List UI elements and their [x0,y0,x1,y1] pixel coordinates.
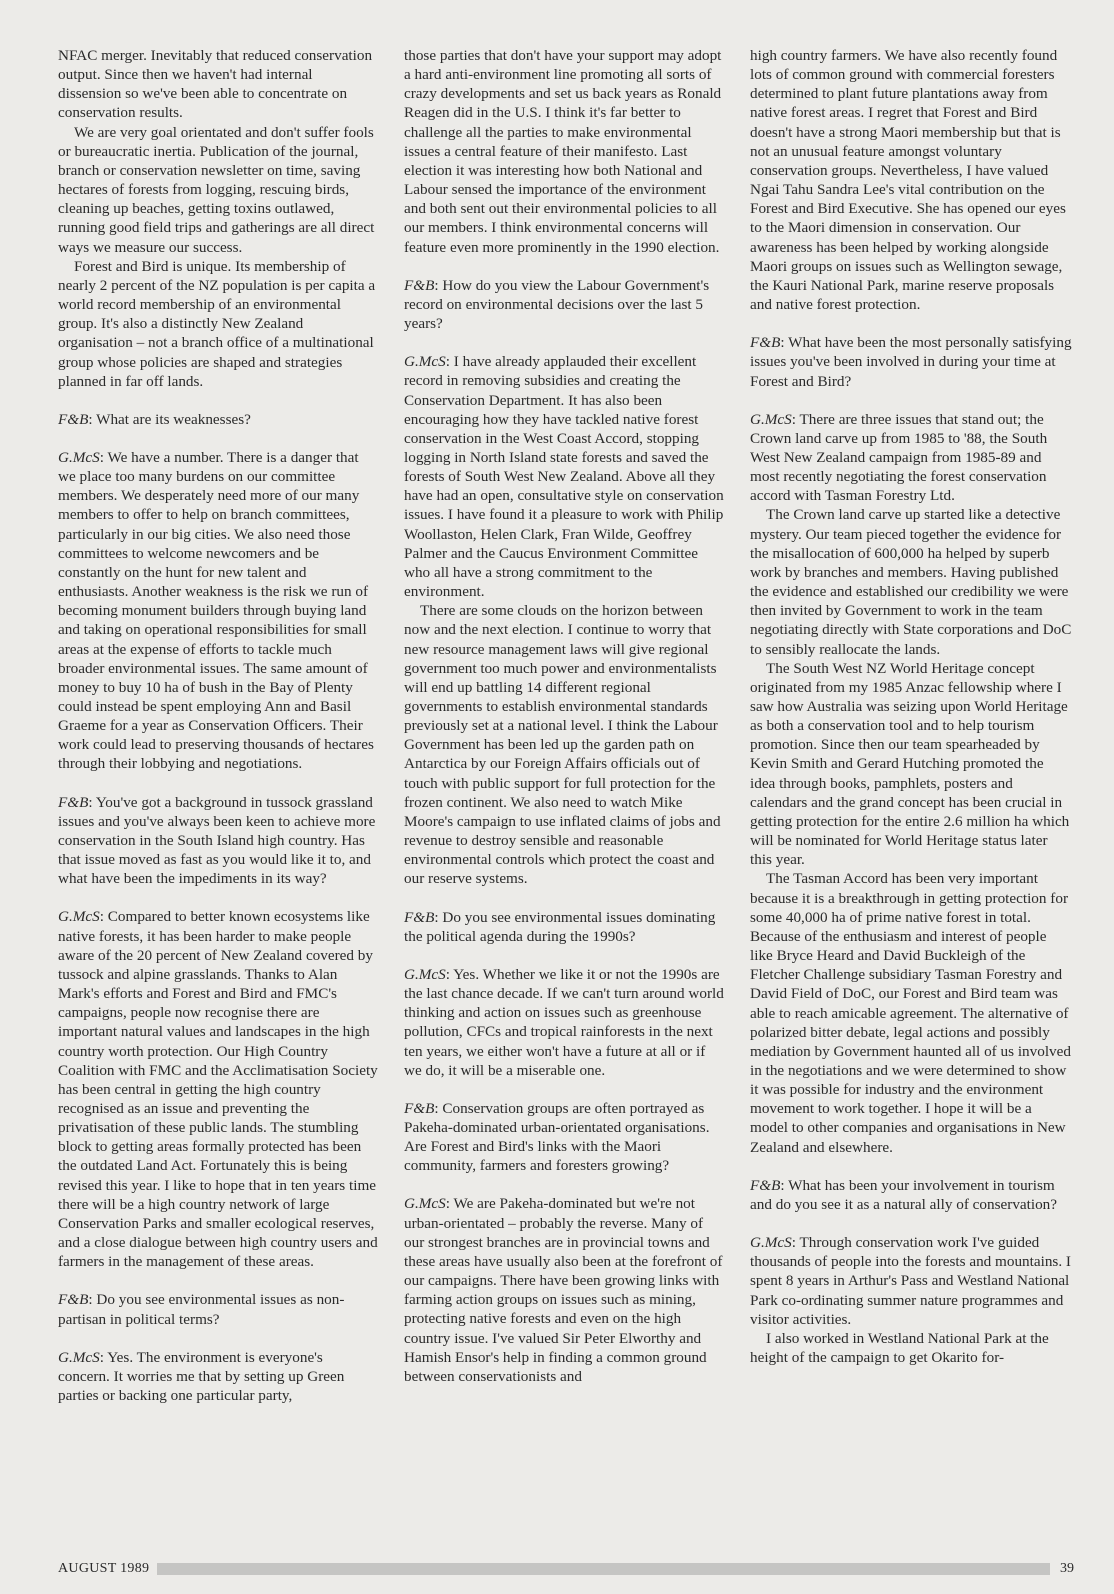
paragraph-text: : Compared to better known ecosystems like native forests, it has been harder to make people aware of the 20 percent of New Zealand covered by tussock and alpine grasslands. Thanks to Alan Mark's efforts and Forest and Bird and FMC's campaigns, people now recognise there are important natural values and landscapes in the high country worth protection. Our High Country Coalition with FMC and the Acclimatisation Society has been central in getting the high country recognised as an issue and preventing the privatisation of these public lands. The stumbling block to getting areas formally protected has been the outdated Land Act. Fortunately this is being revised this year. I like to hope that in ten years time there will be a high country network of large Conservation Parks and smaller ecological reserves, and a close dialogue between high country users and farmers in the management of these areas. [58,908,378,1271]
paragraph-text: : We are Pakeha-dominated but we're not urban-orientated – probably the reverse. Many of our strongest branches are in provincial towns and these areas have usually also been at the forefront of our campaigns. There have been growing links with farming action groups on issues such as mining, protecting native forests and even on the high country issue. I've valued Sir Peter Elworthy and Hamish Ensor's help in finding a common ground between conservationists and [404,1195,723,1385]
interview-answer [750,410,1072,506]
paragraph: NFAC merger. Inevitably that reduced conservation output. Since then we haven't had internal dissension so we've been able to concentrate on conservation results. [58,47,373,122]
interview-question [750,333,1072,390]
paragraph: We are very goal orientated and don't suffer fools or bureaucratic inertia. Publication of the journal, branch or conservation newsletter on time, saving hectares of forests from logging, rescuing birds, cleaning up beaches, getting toxins outlawed, running good field trips and gatherings are all direct ways we measure our success. [58,123,375,256]
page-footer [58,1560,1074,1578]
speaker-label: G.McS [750,1234,792,1252]
footer-rule [157,1563,1050,1575]
paragraph: The Tasman Accord has been very important because it is a breakthrough in getting protection for some 40,000 ha of prime native forest in total. Because of the enthusiasm and interest of people like Bryce Heard and David Buckleigh of the Fletcher Challenge subsidiary Tasman Forestry and David Field of DoC, our Forest and Bird team was able to reach amicable agreement. The alternative of polarized bitter debate, legal actions and possibly mediation by Government haunted all of us involved in the negotiations and we were determined to show it was possible for industry and the environment movement to work together. I hope it will be a model to other companies and organisations in New Zealand and elsewhere. [750,870,1071,1156]
paragraph-text: : How do you view the Labour Government's record on environmental decisions over the last 5 years? [404,276,710,333]
paragraph-text: : Through conservation work I've guided thousands of people into the forests and mountains. I spent 8 years in Arthur's Pass and Westland National Park co-ordinating summer nature programmes and visitor activities. [750,1234,1071,1328]
interview-answer [750,1233,1072,1329]
paragraph: The Crown land carve up started like a detective mystery. Our team pieced together the evidence for the misallocation of 600,000 ha helped by superb work by branches and members. Having published the evidence and established our credibility we were then invited by Government to work in the team negotiating directly with State corporations and DoC to sensibly reallocate the lands. [750,506,1072,658]
interview-question [404,276,724,333]
text-column-3 [750,46,1072,1367]
speaker-label: G.McS [58,908,100,926]
paragraph-text: : I have already applauded their excellent record in removing subsidies and creating the Conservation Department. It has also been encouraging how they have tackled native forest conservation in the West Coast Accord, stopping logging in North Island state forests and saved the forests of South West New Zealand. Above all they have had an open, consultative style on conservation issues. I have found it a pleasure to work with Philip Woollaston, Helen Clark, Fran Wilde, Geoffrey Palmer and the Caucus Environment Committee who all have a strong commitment to the environment. [404,353,724,601]
speaker-label: G.McS [750,410,792,428]
interview-answer [58,448,378,774]
paragraph-text: : Yes. Whether we like it or not the 1990s are the last chance decade. If we can't turn around world thinking and action on issues such as greenhouse pollution, CFCs and tropical rainforests in the next ten years, we either won't have a future at all or if we do, it will be a miserable one. [404,965,724,1079]
speaker-label: F&B [404,908,435,926]
paragraph: those parties that don't have your support may adopt a hard anti-environment line promoting all sorts of crazy developments and set us back years as Ronald Reagen did in the U.S. I think it's far better to challenge all the parties to make environmental issues a central feature of their manifesto. Last election it was interesting how both National and Labour sensed the importance of the environment and both sent out their environmental policies to all our members. I think environmental concerns will feature even more prominently in the 1990 election. [404,47,722,256]
paragraph-text: : There are three issues that stand out; the Crown land carve up from 1985 to '88, the South West New Zealand campaign from 1985-89 and most recently negotiating the forest conservation accord with Tasman Forestry Ltd. [750,410,1048,505]
speaker-label: G.McS [404,1195,446,1213]
interview-question [58,1290,378,1328]
paragraph-text: : Do you see environmental issues as non-partisan in political terms? [58,1291,345,1328]
paragraph-text: : You've got a background in tussock grassland issues and you've always been keen to achieve more conservation in the South Island high country. Has that issue moved as fast as you would like it to, and what have been the impediments in its way? [58,793,376,888]
paragraph: Forest and Bird is unique. Its membership of nearly 2 percent of the NZ population is per capita a world record membership of an environmental group. It's also a distinctly New Zealand organisation – not a branch office of a multinational group whose policies are shaped and strategies planned in far off lands. [58,257,376,390]
speaker-label: F&B [58,410,89,428]
paragraph-text: : What has been your involvement in tourism and do you see it as a natural ally of conservation? [750,1176,1058,1213]
interview-answer [58,907,378,1271]
paragraph-text: : What are its weaknesses? [88,410,251,428]
speaker-label: F&B [750,334,781,352]
paragraph-text: : Yes. The environment is everyone's concern. It worries me that by setting up Green parties or backing one particular party, [58,1348,345,1404]
paragraph-text: : What have been the most personally satisfying issues you've been involved in during your time at Forest and Bird? [750,334,1072,390]
interview-question [58,793,378,889]
speaker-label: F&B [58,793,89,811]
paragraph-text: : Conservation groups are often portrayed as Pakeha-dominated urban-orientated organisations. Are Forest and Bird's links with the Maori community, farmers and foresters growing? [404,1099,710,1175]
paragraph-text: : We have a number. There is a danger that we place too many burdens on our committee members. We desperately need more of our many members to offer to help on branch committees, particularly in our big cities. We also need those committees to welcome newcomers and be constantly on the hunt for new talent and enthusiasts. Another weakness is the risk we run of becoming monument builders through buying land and taking on operational responsibilities for small areas at the expense of efforts to tackle much broader environmental issues. The same amount of money to buy 10 ha of bush in the Bay of Plenty could instead be spent employing Ann and Basil Graeme for a year as Conservation Officers. Their work could lead to preserving thousands of hectares through their lobbying and negotiations. [58,448,374,773]
issue-date: AUGUST 1989 [58,1561,150,1576]
paragraph: high country farmers. We have also recently found lots of common ground with commercial foresters determined to plant future plantations away from native forest areas. I regret that Forest and Bird doesn't have a strong Maori membership but that is not an unusual feature amongst voluntary conservation groups. Nevertheless, I have valued Ngai Tahu Sandra Lee's vital contribution on the Forest and Bird Executive. She has opened our eyes to the Maori dimension in conservation. Our awareness has been helped by working alongside Maori groups on issues such as Wellington sewage, the Kauri National Park, marine reserve proposals and native forest protection. [750,47,1066,314]
interview-question [58,410,378,429]
speaker-label: F&B [404,1099,435,1117]
speaker-label: G.McS [58,1348,100,1366]
speaker-label: G.McS [404,965,446,983]
speaker-label: F&B [750,1176,781,1194]
interview-question [404,1099,724,1176]
interview-answer [58,1348,378,1405]
interview-question [750,1176,1072,1214]
text-column-2 [404,46,724,1386]
interview-answer [404,352,724,601]
interview-answer [404,965,724,1080]
paragraph-text: : Do you see environmental issues dominating the political agenda during the 1990s? [404,908,716,945]
interview-question [404,908,724,946]
speaker-label: F&B [58,1291,89,1309]
speaker-label: F&B [404,276,435,294]
paragraph: I also worked in Westland National Park at the height of the campaign to get Okarito for- [750,1329,1049,1366]
paragraph: The South West NZ World Heritage concept originated from my 1985 Anzac fellowship where I saw how Australia was seizing upon World Heritage as both a conservation tool and to help tourism promotion. Since then our team spearheaded by Kevin Smith and Gerard Hutching promoted the idea through books, pamphlets, posters and calendars and the grand concept has been crucial in getting protection for the entire 2.6 million ha which will be nominated for World Heritage status later this year. [750,659,1070,869]
text-column-1 [58,46,378,1405]
interview-answer [404,1194,724,1386]
speaker-label: G.McS [58,448,100,466]
paragraph: There are some clouds on the horizon between now and the next election. I continue to worry that new resource management laws will give regional government too much power and environmentalists will end up battling 14 different regional governments to establish environmental standards previously set at a national level. I think the Labour Government has been led up the garden path on Antarctica by our Foreign Affairs officials out of touch with public support for full protection for the frozen continent. We also need to watch Mike Moore's campaign to use inflated claims of jobs and revenue to destroy sensible and reasonable environmental controls which protect the coast and our reserve systems. [404,602,721,888]
speaker-label: G.McS [404,353,446,371]
page-number: 39 [1060,1561,1074,1576]
